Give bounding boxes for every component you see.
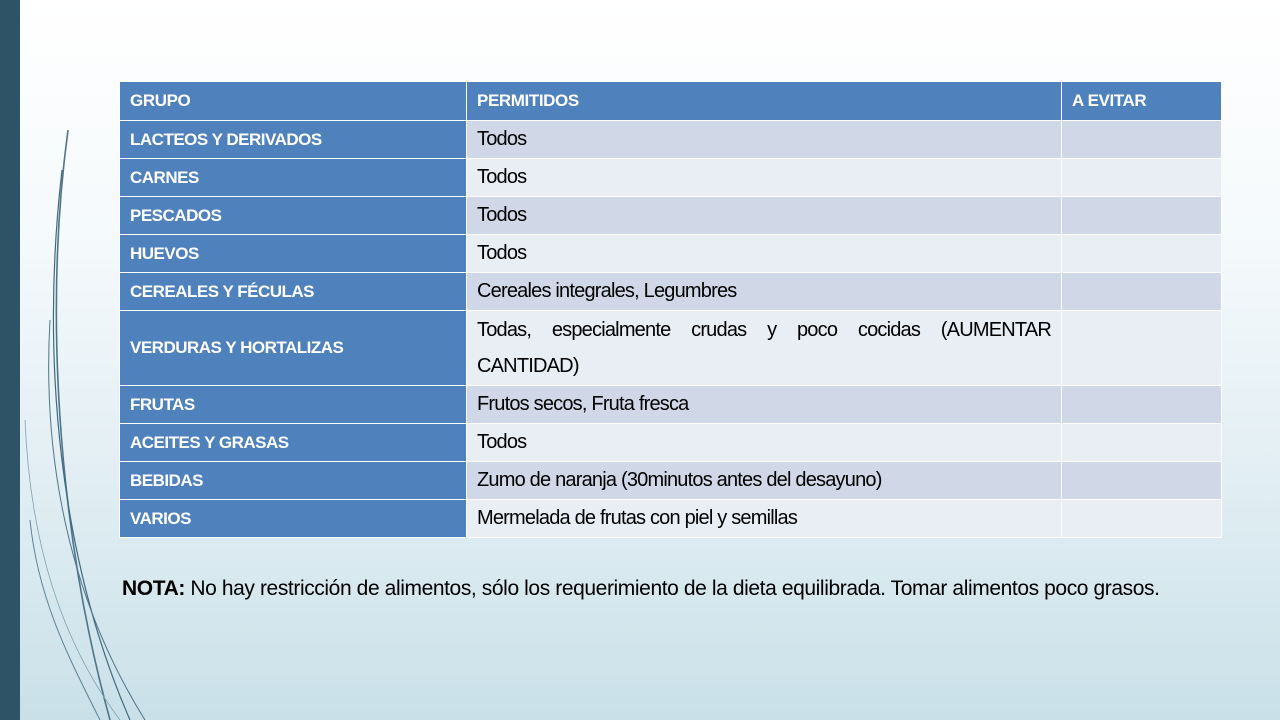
row-grupo: HUEVOS (120, 235, 467, 273)
table-row (120, 159, 1222, 197)
row-permitidos: Todos (467, 424, 1062, 462)
table-row (120, 311, 1222, 386)
row-a-evitar (1062, 273, 1222, 311)
row-a-evitar (1062, 500, 1222, 538)
table-row (120, 424, 1222, 462)
table-row (120, 500, 1222, 538)
row-permitidos: Todos (467, 197, 1062, 235)
row-a-evitar (1062, 311, 1222, 386)
header-permitidos: PERMITIDOS (467, 82, 1062, 121)
table-row (120, 121, 1222, 159)
note-text: No hay restricción de alimentos, sólo los requerimiento de la dieta equilibrada. Tomar alimentos poco grasos. (184, 577, 1160, 600)
row-a-evitar (1062, 462, 1222, 500)
table-row (120, 197, 1222, 235)
note-label: NOTA: (122, 577, 185, 600)
row-grupo: CEREALES Y FÉCULAS (120, 273, 467, 311)
row-grupo: PESCADOS (120, 197, 467, 235)
row-permitidos: Cereales integrales, Legumbres (467, 273, 1062, 311)
table-row (120, 235, 1222, 273)
row-grupo: LACTEOS Y DERIVADOS (120, 121, 467, 159)
row-grupo: CARNES (120, 159, 467, 197)
diet-table (119, 81, 1222, 538)
row-permitidos: Todos (467, 159, 1062, 197)
row-a-evitar (1062, 121, 1222, 159)
table-row (120, 273, 1222, 311)
row-grupo: BEBIDAS (120, 462, 467, 500)
row-permitidos: Mermelada de frutas con piel y semillas (467, 500, 1062, 538)
row-permitidos: Todas, especialmente crudas y poco cocidas (AUMENTAR CANTIDAD) (467, 311, 1062, 386)
header-grupo: GRUPO (120, 82, 467, 121)
table-row (120, 386, 1222, 424)
row-a-evitar (1062, 159, 1222, 197)
row-a-evitar (1062, 235, 1222, 273)
row-a-evitar (1062, 424, 1222, 462)
row-permitidos: Todos (467, 235, 1062, 273)
row-permitidos: Zumo de naranja (30minutos antes del desayuno) (467, 462, 1062, 500)
table-row (120, 462, 1222, 500)
row-a-evitar (1062, 197, 1222, 235)
header-a-evitar: A EVITAR (1062, 82, 1222, 121)
table-header-row (120, 82, 1222, 121)
row-a-evitar (1062, 386, 1222, 424)
note-paragraph (122, 571, 1202, 606)
row-grupo: VARIOS (120, 500, 467, 538)
row-grupo: FRUTAS (120, 386, 467, 424)
row-permitidos: Todos (467, 121, 1062, 159)
row-grupo: VERDURAS Y HORTALIZAS (120, 311, 467, 386)
row-permitidos: Frutos secos, Fruta fresca (467, 386, 1062, 424)
row-grupo: ACEITES Y GRASAS (120, 424, 467, 462)
